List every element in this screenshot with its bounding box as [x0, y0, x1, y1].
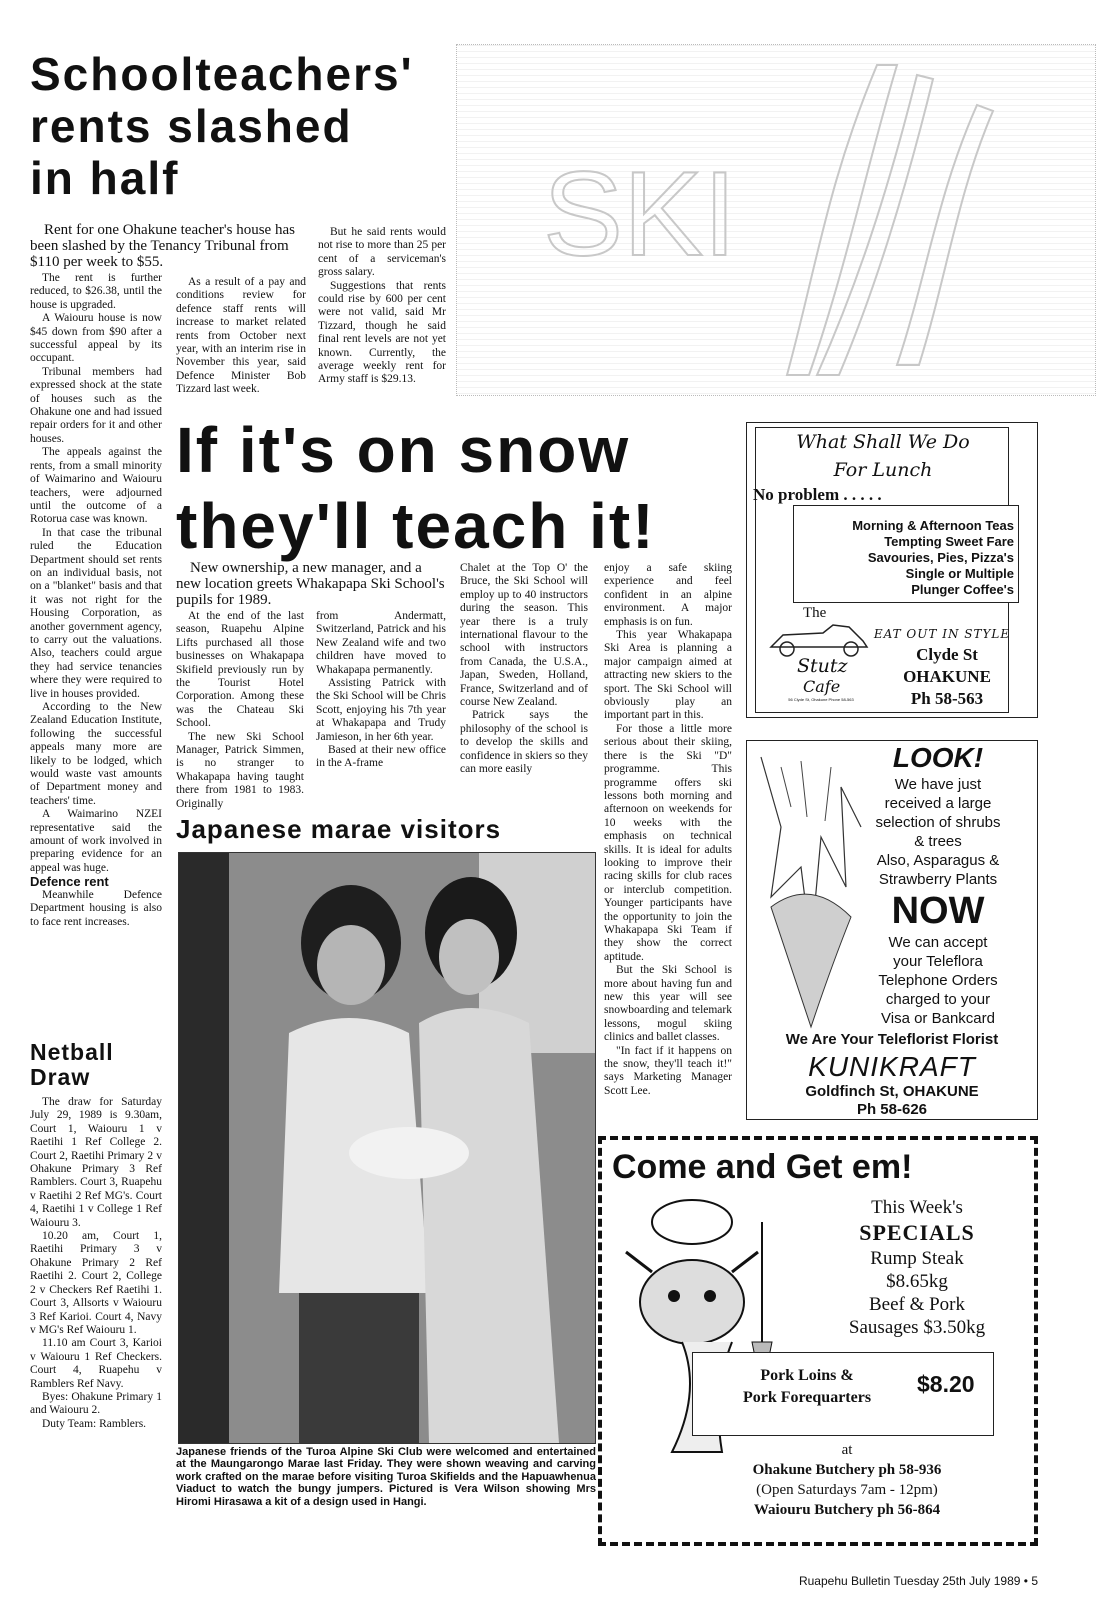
- paragraph: "In fact if it happens on the snow, they'll teach it!" says Marketing Manager Scott Lee.: [604, 1044, 732, 1097]
- paragraph: Byes: Ohakune Primary 1 and Waiouru 2.: [30, 1390, 162, 1417]
- page-footer: Ruapehu Bulletin Tuesday 25th July 1989 • 5: [798, 1574, 1038, 1588]
- article1-lead: Rent for one Ohakune teacher's house has been slashed by the Tenancy Tribunal from $110 per week to $55.: [30, 222, 295, 270]
- headline-line: rents slashed: [30, 100, 353, 152]
- paragraph: Suggestions that rents could rise by 600 per cent were not valid, said Mr Tizzard, though he said final rent levels are not yet known. Currently, the average weekly rent for Army staff is $29.13.: [318, 279, 446, 386]
- marae-photo: [178, 852, 596, 1444]
- paragraph: But the Ski School is more about having fun and new this year will see snowboarding and telemark lessons, mogul skiing clinics and ballet classes.: [604, 964, 732, 1044]
- kunikraft-address: Goldfinch St, OHAKUNE: [805, 1083, 979, 1100]
- ad-menu-item: Savouries, Pies, Pizza's: [867, 550, 1014, 565]
- ad-line: selection of shrubs: [875, 814, 1001, 831]
- article2-col1: [176, 610, 304, 811]
- headline-line: If it's on snow: [176, 414, 631, 486]
- paragraph: Tribunal members had expressed shock at the state of houses such as the Ohakune one and had issued repair orders for it and other houses.: [30, 365, 162, 445]
- paragraph: The appeals against the rents, from a small minority of Waimarino and Waiouru teachers, were adjourned until the outcome of a Rotorua case was known.: [30, 446, 162, 526]
- ad-title-1: What Shall We Do: [796, 431, 970, 453]
- ad-line: Telephone Orders: [878, 972, 998, 989]
- ad-menu-item: Plunger Coffee's: [911, 582, 1014, 597]
- kunikraft-ad: [746, 740, 1038, 1120]
- kunikraft-name: KUNIKRAFT: [808, 1051, 976, 1082]
- ad-line: We can accept: [888, 934, 988, 951]
- ad-menu-item: Single or Multiple: [905, 566, 1014, 581]
- eat-out-in-style: EAT OUT IN STYLE: [873, 627, 1011, 641]
- paragraph: As a result of a pay and conditions review for defence staff rents will increase to market related rents from October next year, with an interim rise in November this year, said Defence Minister Bob Tizzard last week.: [176, 276, 306, 396]
- ad-line: Strawberry Plants: [878, 871, 998, 888]
- ad-line: Visa or Bankcard: [881, 1010, 995, 1027]
- ski-logo-text: SKI: [543, 147, 737, 281]
- ad-no-problem: No problem . . . . .: [753, 485, 882, 504]
- logo-the: The: [803, 605, 827, 621]
- paragraph: But he said rents would not rise to more than 25 per cent of a serviceman's gross salary.: [318, 226, 446, 279]
- article2-col2: [316, 610, 446, 771]
- netball-body: [30, 1096, 162, 1431]
- ad-line: your Teleflora: [893, 953, 983, 970]
- headline-line: Schoolteachers': [30, 48, 414, 100]
- article2-col3: [460, 562, 588, 777]
- paragraph: At the end of the last season, Ruapehu Alpine Lifts purchased all those businesses on Whakapapa Skifield previously run by the Tourist Hotel Corporation. Among these was the Chateau Ski School.: [176, 610, 304, 730]
- paragraph: The new Ski School Manager, Patrick Simmen, is no stranger to Whakapapa having taught there from 1981 to 1983. Originally: [176, 730, 304, 810]
- article3-headline: Japanese marae visitors: [176, 814, 502, 844]
- paragraph: The rent is further reduced, to $26.38, until the house is upgraded.: [30, 272, 162, 311]
- ad-line: charged to your: [885, 991, 991, 1008]
- photo-graphic: [179, 853, 595, 1443]
- now-heading: NOW: [891, 890, 985, 932]
- ad-phone: Ph 58-563: [910, 689, 984, 708]
- stutz-cafe-ad: [746, 422, 1038, 718]
- headline-line: they'll teach it!: [176, 490, 656, 562]
- paragraph: 10.20 am, Court 1, Raetihi Primary 3 v Ohakune Primary 2 Ref Raetihi 2. Court 2, College 2 v Checkers Ref Raetihi 1. Court 3, Allsorts v Waiouru 3 Ref Karioi. Court 4, Navy v MG's Ref Waiouru 1.: [30, 1230, 162, 1336]
- paragraph: In that case the tribunal ruled the Education Department should set rents on an individual basis, not on a "blanket" basis and that it was not right for the Housing Corporation, as another government agency, to carry out the valuations. Also, teachers could argue they had service tenancies where they were required to live in houses provided.: [30, 526, 162, 700]
- pork-line: Pork Forequarters: [742, 1389, 872, 1406]
- paragraph: A Waiouru house is now $45 down from $90 after a successful appeal by its occupant.: [30, 312, 162, 365]
- butchery-shop: Ohakune Butchery ph 58-936: [752, 1462, 942, 1478]
- article2-lead: New ownership, a new manager, and a new location greets Whakapapa Ski School's pupils for 1989.: [176, 560, 445, 608]
- ad-line: received a large: [884, 795, 992, 812]
- vintage-car-icon: [763, 623, 873, 657]
- article2-headline: [176, 412, 656, 564]
- headline-line: Netball: [30, 1039, 114, 1065]
- article2-col4: [604, 562, 732, 1098]
- ski-logo: [456, 44, 1096, 396]
- paragraph: According to the New Zealand Education Institute, following the successful appeals many more are likely to be lodged, which would waste vast amounts of Department money and teachers' time.: [30, 701, 162, 807]
- paragraph: from Andermatt, Switzerland, Patrick and his New Zealand wife and two children have moved to Whakapapa permanently.: [316, 610, 446, 676]
- butchery-price: Sausages $3.50kg: [848, 1317, 986, 1338]
- paragraph: 11.10 am Court 3, Karioi v Waiouru 1 Ref Checkers. Court 4, Ruapehu v Ramblers Ref Navy.: [30, 1337, 162, 1390]
- article1-col1: [30, 272, 162, 929]
- netball-headline: [30, 1040, 114, 1090]
- look-heading: LOOK!: [892, 742, 984, 773]
- paragraph: This year Whakapapa Ski Area is planning a major campaign aimed at attracting new skiers to the sport. The Ski School will obviously play an important part in this.: [604, 629, 732, 722]
- ad-menu-item: Tempting Sweet Fare: [884, 534, 1014, 549]
- article1-col3: [318, 226, 446, 387]
- headline-line: in half: [30, 152, 180, 204]
- logo-small: 56 Clyde St, Ohakune Phone 58-563: [788, 697, 854, 702]
- pork-line: Pork Loins &: [760, 1367, 854, 1384]
- paragraph: Duty Team: Ramblers.: [42, 1417, 147, 1430]
- article1-col2: [176, 276, 306, 397]
- ad-street: Clyde St: [916, 645, 978, 664]
- pork-price: $8.20: [917, 1371, 975, 1397]
- article1-headline: [30, 48, 414, 204]
- butchery-item: Beef & Pork: [868, 1294, 966, 1315]
- paragraph: Based at their new office in the A-frame: [316, 744, 446, 770]
- ad-line: & trees: [914, 833, 962, 850]
- paragraph: enjoy a safe skiing experience and feel confident in an alpine environment. A major emphasis is on fun.: [604, 562, 732, 628]
- stutz-logo: [757, 603, 877, 709]
- paragraph: Chalet at the Top O' the Bruce, the Ski School will employ up to 40 instructors during the season. This year there is a truly international flavour to the school with instructors from Canada, the U.S.A., Japan, Sweden, Holland, France, Switzerland and of course New Zealand.: [460, 562, 588, 709]
- paragraph: Assisting Patrick with the Ski School will be Chris Scott, enjoying his 7th year at Whakapapa and Trudy Jamieson, in her 6th year.: [316, 677, 446, 743]
- butchery-price: $8.65kg: [886, 1271, 948, 1292]
- subhead-defence: Defence rent: [30, 874, 109, 890]
- butchery-ad: [598, 1136, 1038, 1546]
- butchery-hours: (Open Saturdays 7am - 12pm): [756, 1482, 938, 1498]
- ski-logo-graphic: [457, 45, 1095, 395]
- butchery-shop: Waiouru Butchery ph 56-864: [753, 1502, 941, 1518]
- ad-menu-item: Morning & Afternoon Teas: [852, 518, 1014, 533]
- ad-line: Also, Asparagus &: [876, 852, 1000, 869]
- ad-town: OHAKUNE: [903, 667, 991, 686]
- teleflorist-line: We Are Your Teleflorist Florist: [785, 1031, 999, 1048]
- butchery-week: This Week's: [871, 1197, 963, 1218]
- butchery-headline: Come and Get em!: [612, 1148, 913, 1186]
- butchery-item: Rump Steak: [870, 1248, 964, 1269]
- butchery-specials: SPECIALS: [859, 1220, 975, 1245]
- kunikraft-phone: Ph 58-626: [856, 1101, 928, 1118]
- paragraph: The draw for Saturday July 29, 1989 is 9.30am, Court 1, Waiouru 1 v Raetihi 1 Ref College 2. Court 2, Raetihi Primary 2 v Ohakune Primary 3 Ref Ramblers. Court 3, Ruapehu v Raetihi 2 Ref MG's. Court 4, Raetihi 1 v College 1 Ref Waiouru 3.: [30, 1096, 162, 1229]
- paragraph: A Waimarino NZEI representative said the amount of work involved in preparing evidence for an appeal was huge.: [30, 808, 162, 874]
- paragraph: Patrick says the philosophy of the school is to develop the skills and confidence in skiers so they can more easily: [460, 709, 588, 776]
- headline-line: Draw: [30, 1064, 91, 1090]
- butchery-at: at: [841, 1442, 853, 1458]
- paragraph: Meanwhile Defence Department housing is also to face rent increases.: [30, 888, 162, 928]
- photo-caption: Japanese friends of the Turoa Alpine Ski Club were welcomed and entertained at the Maungarongo Marae last Friday. They were shown weaving and carving work crafted on the marae before visiting Turoa Skifields and the Hapuawhenua Viaduct to watch the bungy jumpers. Pictured is Vera Wilson showing Mrs Hiromi Hirasawa a kit of a design used in Hangi.: [176, 1446, 596, 1508]
- logo-name: Stutz: [797, 655, 848, 677]
- ad-title-2: For Lunch: [833, 459, 933, 481]
- ad-line: We have just: [894, 776, 982, 793]
- logo-cafe: Cafe: [803, 677, 841, 696]
- paragraph: For those a little more serious about their skiing, there is the Ski "D" programme. This programme offers ski lessons both morning and afternoon on weekends for 10 weeks with the emphasis on technical skills. It is ideal for adults looking to improve their racing skills for club races or interclub competition. Younger participants have the opportunity to join the Whakapapa Ski Team if they show the correct aptitude.: [604, 722, 732, 963]
